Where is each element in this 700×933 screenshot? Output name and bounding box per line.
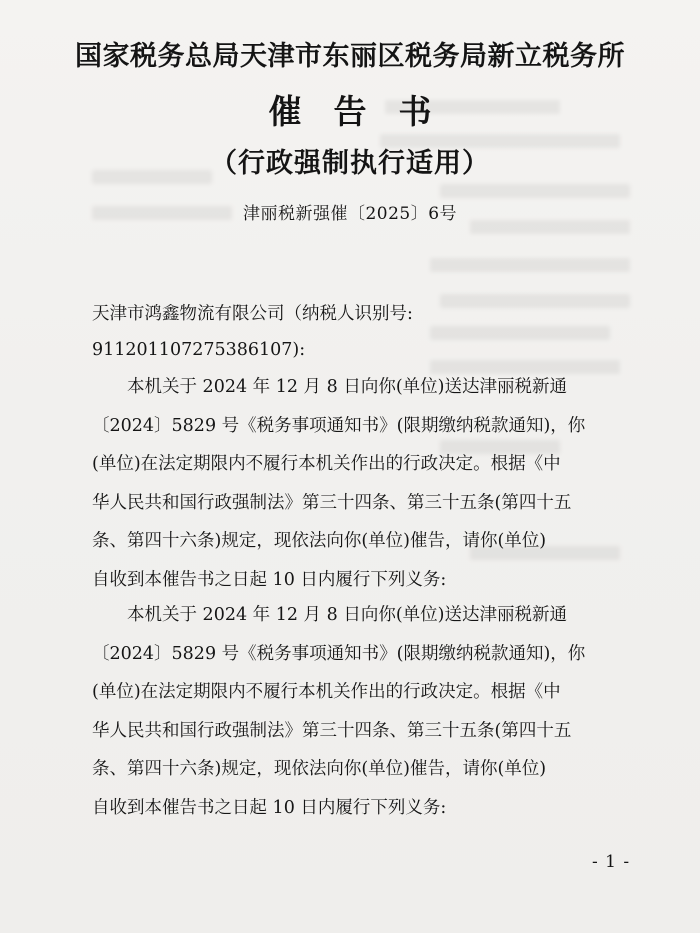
addressee-line: 911201107275386107):	[92, 340, 306, 360]
paragraph-line: 〔2024〕5829 号《税务事项通知书》(限期缴纳税款通知)，你	[92, 415, 586, 436]
paragraph-line: 条、第四十六条)规定，现依法向你(单位)催告，请你(单位)	[92, 531, 547, 551]
paragraph-line: 条、第四十六条)规定，现依法向你(单位)催告，请你(单位)	[92, 759, 547, 779]
paragraph-line: 华人民共和国行政强制法》第三十四条、第三十五条(第四十五	[92, 720, 572, 741]
page-number: - 1 -	[592, 852, 631, 872]
paragraph-line: 〔2024〕5829 号《税务事项通知书》(限期缴纳税款通知)，你	[92, 643, 586, 664]
addressee-block	[92, 296, 632, 368]
addressee-line: 天津市鸿鑫物流有限公司（纳税人识别号:	[92, 304, 413, 324]
document-subtitle: （行政强制执行适用）	[210, 148, 490, 179]
paragraph-line: 本机关于 2024 年 12 月 8 日向你(单位)送达津丽税新通	[127, 377, 567, 397]
document-number: 津丽税新强催〔2025〕6号	[242, 204, 458, 224]
agency-title: 国家税务总局天津市东丽区税务局新立税务所	[75, 41, 625, 72]
paragraph-line: 本机关于 2024 年 12 月 8 日向你(单位)送达津丽税新通	[127, 605, 567, 625]
paragraph-line: (单位)在法定期限内不履行本机关作出的行政决定。根据《中	[92, 682, 561, 702]
body-paragraph	[92, 596, 632, 827]
paragraph-line: 自收到本催告书之日起 10 日内履行下列义务:	[92, 797, 447, 818]
body-paragraph	[92, 368, 632, 599]
paragraph-line: 华人民共和国行政强制法》第三十四条、第三十五条(第四十五	[92, 492, 572, 513]
paragraph-line: 自收到本催告书之日起 10 日内履行下列义务:	[92, 569, 447, 590]
paragraph-line: (单位)在法定期限内不履行本机关作出的行政决定。根据《中	[92, 454, 561, 474]
document-type-title: 催告书	[268, 92, 464, 131]
